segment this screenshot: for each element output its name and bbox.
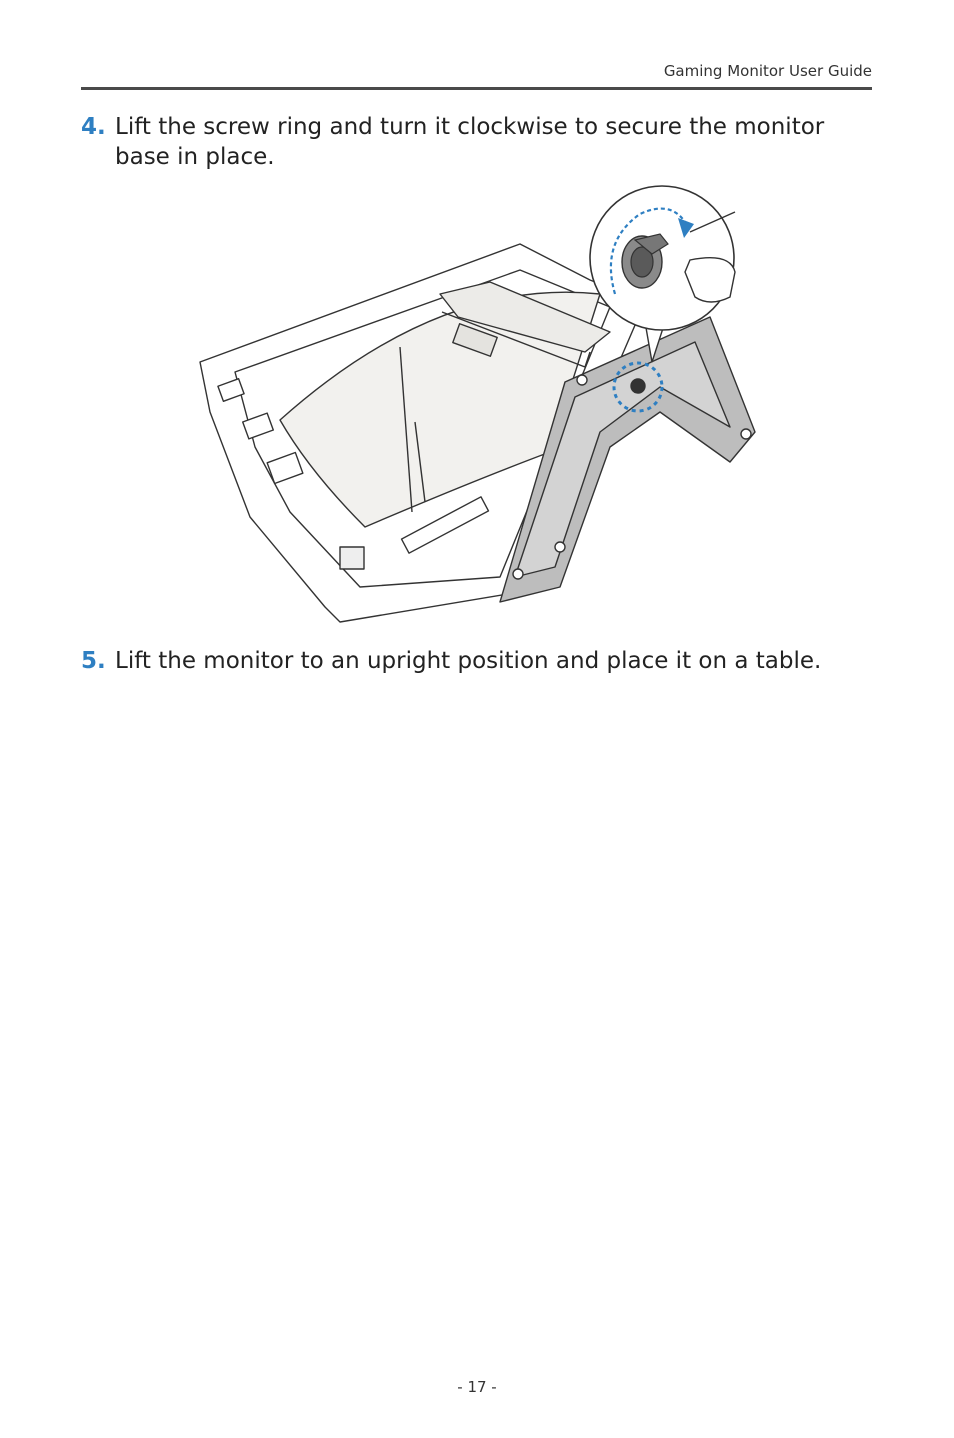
step-text: Lift the screw ring and turn it clockwise to secure the monitor base in place. <box>115 114 825 170</box>
step-text: Lift the monitor to an upright position and place it on a table. <box>115 648 822 674</box>
page-number: - 17 - <box>457 1378 497 1396</box>
step-4 <box>81 112 871 172</box>
screw-ring-detail-icon <box>590 186 735 330</box>
header-divider <box>81 87 872 90</box>
guide-title: Gaming Monitor User Guide <box>663 62 872 80</box>
step-number: 4. <box>81 114 106 140</box>
monitor-on-base-icon <box>190 182 770 632</box>
step-5 <box>81 646 871 676</box>
step-number: 5. <box>81 648 106 674</box>
